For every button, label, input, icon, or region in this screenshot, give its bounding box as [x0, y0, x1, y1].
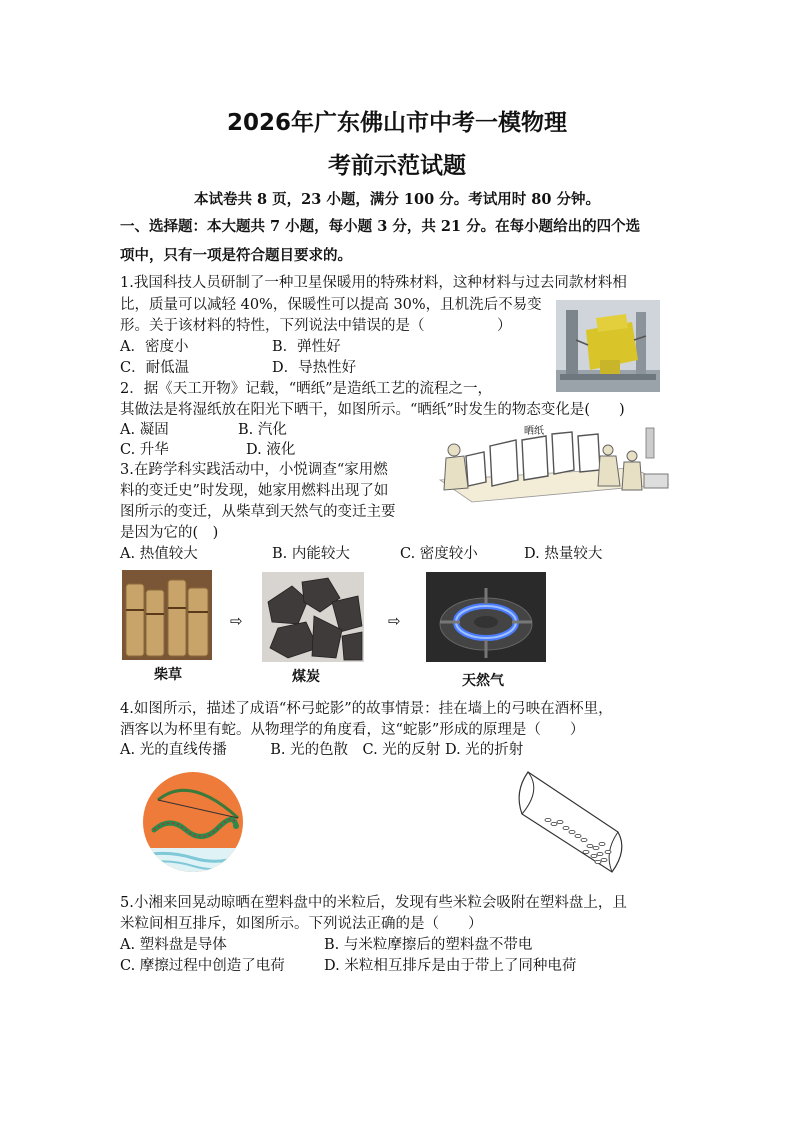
q5-option-b: B. 与米粒摩擦后的塑料盘不带电: [324, 937, 533, 953]
q3-line2: 料的变迁史”时发现，她家用燃料出现了如: [120, 483, 389, 499]
q2-option-d: D. 液化: [246, 442, 296, 458]
q3-line1: 3.在跨学科实践活动中，小悦调查“家用燃: [120, 462, 388, 478]
drying-paper-illustration: [432, 420, 672, 506]
page-subtitle: 考前示范试题: [328, 153, 466, 179]
satellite-photo: [556, 300, 660, 392]
q1-line3: 形。关于该材料的特性，下列说法中错误的是（ ）: [120, 318, 512, 334]
plastic-tray-illustration: [508, 762, 636, 880]
q3-line4: 是因为它的( ): [120, 525, 219, 541]
q5-option-d: D. 米粒相互排斥是由于带上了同种电荷: [324, 958, 577, 974]
q4-line1: 4.如图所示，描述了成语“杯弓蛇影”的故事情景：挂在墙上的弓映在酒杯里，: [120, 701, 613, 717]
q2-option-b: B. 汽化: [238, 422, 287, 438]
q4-options: A. 光的直线传播 B. 光的色散 C. 光的反射 D. 光的折射: [120, 742, 524, 758]
q5-option-a: A. 塑料盘是导体: [120, 937, 227, 953]
q1-line2: 比，质量可以减轻 40%，保暖性可以提高 30%，且机洗后不易变: [120, 297, 542, 313]
arrow-icon: ⇨: [230, 612, 243, 630]
q1-option-d: D．导热性好: [272, 360, 357, 376]
caption-natural-gas: 天然气: [462, 673, 504, 689]
coal-photo: [262, 572, 364, 662]
drying-paper-label: 晒纸: [524, 426, 544, 437]
q1-option-a: A．密度小: [120, 339, 189, 355]
q5-option-c: C. 摩擦过程中创造了电荷: [120, 958, 285, 974]
q2-option-a: A. 凝固: [120, 422, 169, 438]
q3-option-d: D. 热量较大: [524, 546, 603, 562]
q5-line2: 米粒间相互排斥，如图所示。下列说法正确的是（ ）: [120, 916, 483, 932]
q3-option-b: B. 内能较大: [272, 546, 350, 562]
q2-option-c: C. 升华: [120, 442, 169, 458]
page-title: 2026年广东佛山市中考一模物理: [226, 110, 567, 136]
q3-line3: 图所示的变迁，从柴草到天然气的变迁主要: [120, 504, 396, 520]
q1-option-b: B．弹性好: [272, 339, 341, 355]
q4-line2: 酒客以为杯里有蛇。从物理学的角度看，这“蛇影”形成的原理是（ ）: [120, 722, 585, 738]
q1-line1: 1.我国科技人员研制了一种卫星保暖用的特殊材料，这种材料与过去同款材料相: [120, 275, 627, 291]
caption-coal: 煤炭: [292, 669, 320, 685]
caption-firewood: 柴草: [154, 667, 182, 683]
q3-option-a: A. 热值较大: [120, 546, 198, 562]
q2-line1: 2．据《天工开物》记载，“晒纸”是造纸工艺的流程之一，: [120, 381, 493, 397]
q3-option-c: C. 密度较小: [400, 546, 478, 562]
firewood-photo: [122, 570, 212, 660]
q5-line1: 5.小湘来回晃动晾晒在塑料盘中的米粒后，发现有些米粒会吸附在塑料盘上，且: [120, 895, 627, 911]
exam-info: 本试卷共 8 页，23 小题，满分 100 分。考试用时 80 分钟。: [193, 191, 601, 208]
arrow-icon-2: ⇨: [388, 612, 401, 630]
bow-snake-illustration: [140, 772, 246, 872]
gas-stove-photo: [426, 572, 546, 662]
q2-line2: 其做法是将湿纸放在阳光下晒干，如图所示。“晒纸”时发生的物态变化是( ): [120, 402, 625, 418]
section-heading-line2: 项中，只有一项是符合题目要求的。: [120, 247, 352, 264]
q1-option-c: C．耐低温: [120, 360, 190, 376]
section-heading-line1: 一、选择题：本大题共 7 小题，每小题 3 分，共 21 分。在每小题给出的四个选: [120, 218, 641, 235]
